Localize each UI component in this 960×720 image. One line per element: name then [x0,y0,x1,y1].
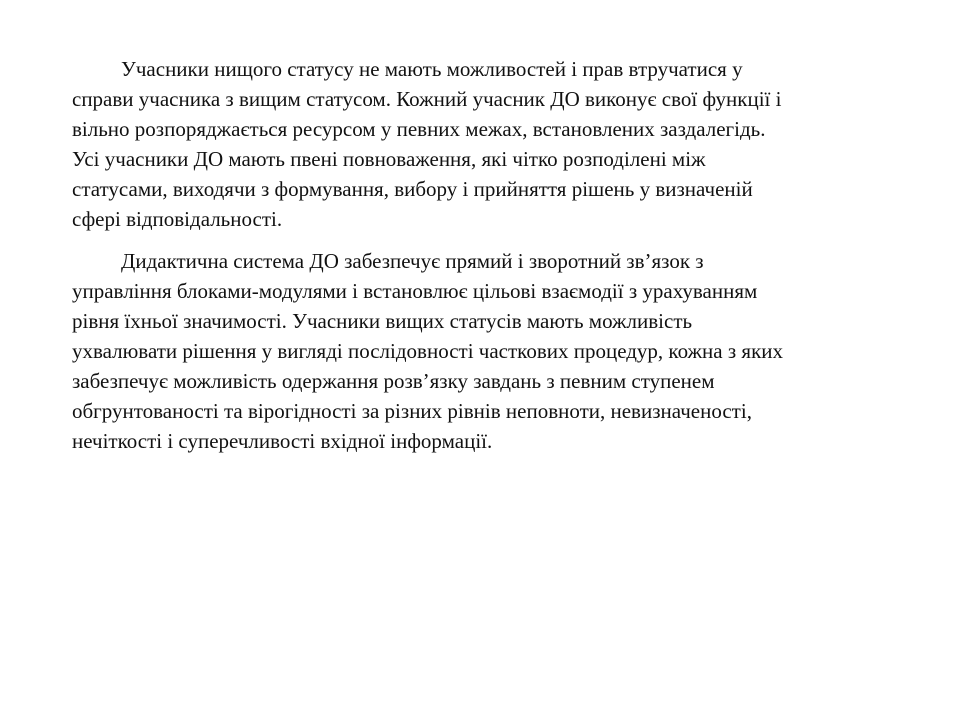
paragraph-1 [72,54,892,234]
paragraph-2-line-3: рівня їхньої значимості. Учасники вищих статусів мають можливість [72,309,693,333]
paragraph-2-line-6: обгрунтованості та вірогідності за різних рівнів неповноти, невизначеності, [72,399,752,423]
paragraph-1-line-5: статусами, виходячи з формування, вибору і прийняття рішень у визначеній [72,177,753,201]
paragraph-1-line-4: Усі учасники ДО мають пвені повноваження, які чітко розподілені між [72,147,706,171]
paragraph-1-line-3: вільно розпоряджається ресурсом у певних межах, встановлених заздалегідь. [72,117,766,141]
paragraph-2-line-2: управління блоками-модулями і встановлює цільові взаємодії з урахуванням [72,279,758,303]
paragraph-2-line-5: забезпечує можливість одержання розв’язку завдань з певним ступенем [72,369,715,393]
paragraph-1-line-2: справи учасника з вищим статусом. Кожний учасник ДО виконує свої функції і [72,87,782,111]
paragraph-1-line-6: сфері відповідальності. [72,207,283,231]
paragraph-2-line-1: Дидактична система ДО забезпечує прямий і зворотний зв’язок з [121,249,704,273]
paragraph-2-line-4: ухвалювати рішення у вигляді послідовності часткових процедур, кожна з яких [72,339,784,363]
document-body [72,54,892,456]
paragraph-1-line-1: Учасники нищого статусу не мають можливостей і прав втручатися у [121,57,743,81]
paragraph-2 [72,246,892,456]
paragraph-2-line-7: нечіткості і суперечливості вхідної інформації. [72,429,493,453]
